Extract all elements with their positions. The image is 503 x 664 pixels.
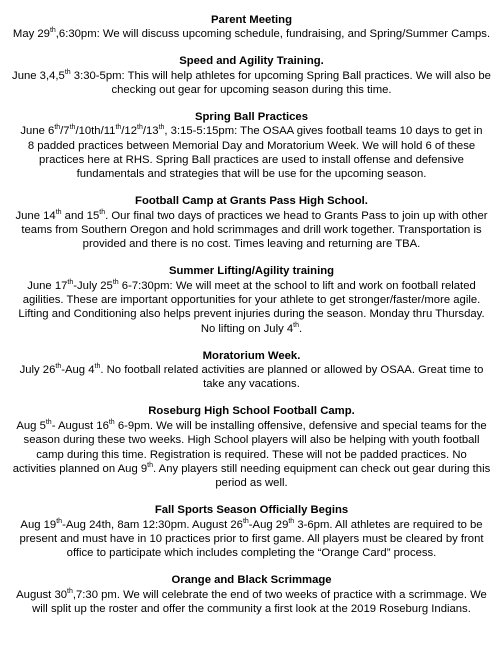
- schedule-section: [4, 404, 499, 490]
- line-text: agilities. These are important opportunities for your athlete to get stronger/faster/more agile.: [22, 294, 481, 307]
- line-text: period as well.: [215, 477, 288, 490]
- line-text: 3:30-5pm: This will help athletes for upcoming Spring Ball practices. We will also be: [70, 69, 491, 82]
- ordinal-suffix: th: [55, 208, 62, 216]
- section-title: Orange and Black Scrimmage: [171, 574, 332, 587]
- line-text: activities planned on Aug 9: [12, 462, 148, 475]
- schedule-section: [4, 13, 499, 42]
- body-line: [4, 462, 499, 476]
- ordinal-suffix: th: [115, 124, 122, 132]
- section-body: [4, 588, 499, 617]
- body-line: [4, 83, 499, 97]
- body-line: [4, 307, 499, 321]
- body-line: [4, 448, 499, 462]
- ordinal-suffix: th: [293, 322, 299, 330]
- line-text: /10th/11: [75, 125, 116, 138]
- ordinal-suffix: th: [112, 278, 119, 286]
- body-line: [4, 322, 499, 336]
- schedule-section: [4, 573, 499, 616]
- line-text: office to participate which includes completing the “Orange Card” process.: [66, 547, 437, 560]
- ordinal-suffix: th: [94, 363, 101, 371]
- section-title: Moratorium Week.: [202, 349, 301, 362]
- body-line: [4, 419, 499, 433]
- body-line: [4, 476, 499, 490]
- schedule-section: [4, 110, 499, 182]
- ordinal-suffix: th: [55, 363, 62, 371]
- line-text: May 29: [12, 28, 50, 41]
- line-text: June 14: [15, 209, 56, 222]
- body-line: [4, 124, 499, 138]
- line-text: 6-9pm. We will be installing offensive, defensive and special teams for the: [114, 419, 487, 432]
- line-text: teams from Southern Oregon and hold scrimmages and drill work together. Transportation is: [21, 224, 482, 237]
- line-text: checking out gear for upcoming season during this time.: [111, 84, 392, 97]
- ordinal-suffix: th: [64, 68, 71, 76]
- ordinal-suffix: th: [54, 124, 61, 132]
- line-text: No lifting on July 4: [200, 322, 294, 335]
- line-text: .: [299, 322, 303, 335]
- line-text: -Aug 4: [61, 364, 95, 377]
- line-text: June 3,4,5: [12, 69, 65, 82]
- line-text: present and must have in 10 practices prior to first game. All players must be cleared by front: [19, 532, 484, 545]
- section-body: [4, 419, 499, 491]
- section-body: [4, 279, 499, 337]
- ordinal-suffix: th: [147, 462, 153, 470]
- body-line: [4, 518, 499, 532]
- section-title: Summer Lifting/Agility training: [168, 265, 335, 278]
- body-line: [4, 237, 499, 251]
- line-text: , 3:15-5:15pm: The OSAA gives football teams 10 days to get in: [164, 125, 483, 138]
- line-text: . No football related activities are planned or allowed by OSAA. Great time to: [100, 364, 484, 377]
- line-text: July 26: [19, 364, 56, 377]
- section-body: [4, 518, 499, 561]
- line-text: take any vacations.: [203, 378, 300, 391]
- schedule-section: [4, 264, 499, 336]
- section-title: Speed and Agility Training.: [179, 55, 324, 68]
- line-text: camp during this time. Registration is required. These will not be padded practices. No: [36, 448, 467, 461]
- line-text: June 17: [27, 279, 68, 292]
- line-text: provided and there is no cost. Times leaving and returning are TBA.: [82, 238, 421, 251]
- body-line: [4, 167, 499, 181]
- ordinal-suffix: th: [56, 517, 63, 525]
- body-line: [4, 27, 499, 41]
- body-line: [4, 139, 499, 153]
- line-text: . Any players still needing equipment can check out gear during this: [153, 462, 491, 475]
- body-line: [4, 532, 499, 546]
- body-line: [4, 363, 499, 377]
- section-title: Fall Sports Season Officially Begins: [154, 504, 349, 517]
- ordinal-suffix: th: [288, 517, 295, 525]
- line-text: Lifting and Conditioning also helps prevent injuries during the season. Monday thru Thursday.: [18, 308, 485, 321]
- section-body: [4, 209, 499, 252]
- section-title: Roseburg High School Football Camp.: [148, 405, 355, 418]
- section-body: [4, 363, 499, 392]
- section-title: Parent Meeting: [211, 14, 292, 26]
- body-line: [4, 602, 499, 616]
- line-text: fundamentals and strategies that will be use for the upcoming season.: [76, 168, 427, 181]
- line-text: -July 25: [73, 279, 113, 292]
- line-text: will split up the roster and offer the community a first look at the 2019 Roseburg Indians.: [32, 602, 471, 615]
- line-text: -Aug 29: [248, 518, 289, 531]
- line-text: 8 padded practices between Memorial Day and Moratorium Week. We will hold 6 of these: [27, 139, 476, 152]
- line-text: 3-6pm. All athletes are required to be: [294, 518, 483, 531]
- line-text: season during these two weeks. High School players will also be helping with youth football: [23, 434, 480, 447]
- ordinal-suffix: th: [67, 278, 74, 286]
- line-text: June 6: [20, 125, 55, 138]
- body-line: [4, 223, 499, 237]
- line-text: Aug 5: [16, 419, 46, 432]
- body-line: [4, 377, 499, 391]
- ordinal-suffix: th: [67, 587, 73, 595]
- body-line: [4, 588, 499, 602]
- line-text: practices here at RHS. Spring Ball practices are used to install offense and defensive: [39, 154, 464, 167]
- body-line: [4, 546, 499, 560]
- line-text: . Our final two days of practices we head to Grants Pass to join up with other: [105, 209, 488, 222]
- schedule-section: [4, 54, 499, 97]
- schedule-section: [4, 503, 499, 561]
- line-text: /13: [142, 125, 159, 138]
- ordinal-suffix: th: [137, 124, 143, 132]
- ordinal-suffix: th: [69, 124, 76, 132]
- line-text: Aug 19: [20, 518, 57, 531]
- body-line: [4, 69, 499, 83]
- line-text: ,7:30 pm. We will celebrate the end of two weeks of practice with a scrimmage. We: [72, 588, 487, 601]
- line-text: /12: [121, 125, 137, 138]
- line-text: and 15: [61, 209, 100, 222]
- ordinal-suffix: th: [108, 418, 115, 426]
- ordinal-suffix: th: [99, 208, 106, 216]
- body-line: [4, 293, 499, 307]
- line-text: -Aug 24th, 8am 12:30pm. August 26: [62, 518, 243, 531]
- line-text: - August 16: [51, 419, 109, 432]
- line-text: ,6:30pm: We will discuss upcoming schedule, fundraising, and Spring/Summer Camps.: [55, 28, 491, 41]
- section-body: [4, 124, 499, 182]
- section-body: [4, 69, 499, 98]
- line-text: /7: [60, 125, 70, 138]
- schedule-section: [4, 194, 499, 252]
- ordinal-suffix: th: [49, 27, 56, 35]
- ordinal-suffix: th: [158, 124, 165, 132]
- body-line: [4, 433, 499, 447]
- section-title: Football Camp at Grants Pass High School.: [135, 195, 368, 208]
- schedule-section: [4, 349, 499, 392]
- body-line: [4, 279, 499, 293]
- ordinal-suffix: th: [45, 418, 52, 426]
- section-title: Spring Ball Practices: [194, 110, 308, 123]
- line-text: 6-7:30pm: We will meet at the school to lift and work on football related: [118, 279, 476, 292]
- ordinal-suffix: th: [242, 517, 249, 525]
- section-body: [4, 27, 499, 41]
- line-text: August 30: [16, 588, 68, 601]
- body-line: [4, 153, 499, 167]
- body-line: [4, 209, 499, 223]
